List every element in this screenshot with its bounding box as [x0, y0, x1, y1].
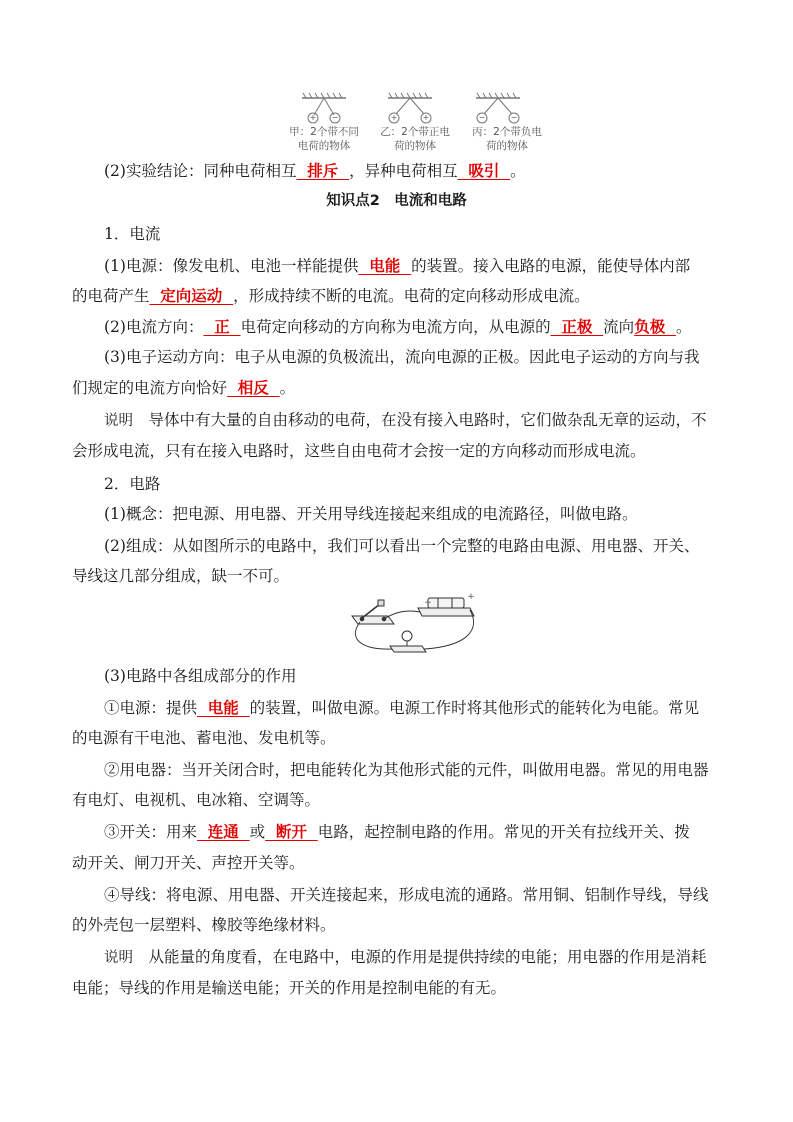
current-heading: 1．电流 [104, 225, 161, 243]
circuit-note: 说明 从能量的角度看，在电路中，电源的作用是提供持续的电能；用电器的作用是消耗 [104, 948, 707, 966]
sphere-sign: − [478, 113, 486, 122]
circuit-concept: (1)概念：把电源、用电器、开关用导线连接起来组成的电流路径，叫做电路。 [104, 505, 638, 523]
figure-caption-bing: 丙：2个带负电 荷的物体 [472, 126, 542, 152]
electron-direction: 们规定的电流方向恰好 相反 。 [72, 378, 296, 397]
battery-sign: + [467, 592, 475, 602]
current-paragraph: 的电荷产生 定向运动 ，形成持续不断的电流。电荷的定向移动形成电流。 [72, 286, 590, 305]
circuit-composition: (2)组成：从如图所示的电路中，我们可以看出一个完整的电路由电源、用电器、开关、 [104, 537, 700, 555]
switch-item: ③开关：用来 连通 或 断开 电路，起控制电路的作用。常见的开关有拉线开关、拨 [104, 822, 690, 841]
sphere-sign: − [510, 113, 518, 122]
circuit-composition: 导线这几部分组成，缺一不可。 [72, 567, 290, 585]
sphere-sign: + [390, 113, 398, 122]
appliance-item: ②用电器：当开关闭合时，把电能转化为其他形式能的元件，叫做用电器。常见的用电器 [104, 761, 709, 779]
electron-direction: (3)电子运动方向：电子从电源的负极流出，流向电源的正极。因此电子运动的方向与我 [104, 348, 700, 366]
circuit-parts-heading: (3)电路中各组成部分的作用 [104, 667, 297, 685]
wire-item: 的外壳包一层塑料、橡胶等绝缘材料。 [72, 916, 336, 934]
figure-caption-yi: 乙：2个带正电 荷的物体 [380, 126, 450, 152]
battery-sign: − [424, 598, 432, 608]
section-title: 知识点2 电流和电路 [326, 193, 467, 209]
current-note: 会形成电流，只有在接入电路时，这些自由电荷才会按一定的方向移动而形成电流。 [72, 442, 646, 460]
power-source-item: ①电源：提供 电能 的装置，叫做电源。电源工作时将其他形式的能转化为电能。常见 [104, 698, 700, 717]
current-note: 说明 导体中有大量的自由移动的电荷，在没有接入电路时，它们做杂乱无章的运动，不 [104, 411, 707, 429]
switch-item: 动开关、闸刀开关、声控开关等。 [72, 854, 305, 872]
circuit-figure [0, 588, 793, 668]
circuit-heading: 2．电路 [104, 475, 161, 493]
sphere-sign: + [422, 113, 430, 122]
power-source-item: 的电源有干电池、蓄电池、发电机等。 [72, 729, 336, 747]
experiment-conclusion: (2)实验结论：同种电荷相互 排斥 ，异种电荷相互 吸引 。 [104, 161, 526, 180]
wire-item: ④导线：将电源、用电器、开关连接起来，形成电流的通路。常用铜、铝制作导线，导线 [104, 886, 709, 904]
sphere-sign: − [331, 113, 339, 122]
appliance-item: 有电灯、电视机、电冰箱、空调等。 [72, 791, 321, 809]
figure-caption-jia: 甲：2个带不同 电荷的物体 [289, 126, 359, 152]
current-direction: (2)电流方向： 正 电荷定向移动的方向称为电流方向，从电源的 正极 流向负极 。 [104, 317, 692, 336]
current-paragraph: (1)电源：像发电机、电池一样能提供 电能 的装置。接入电路的电源，能使导体内部 [104, 256, 691, 275]
circuit-note: 电能；导线的作用是输送电能；开关的作用是控制电能的有无。 [72, 979, 507, 997]
sphere-sign: + [309, 113, 317, 122]
